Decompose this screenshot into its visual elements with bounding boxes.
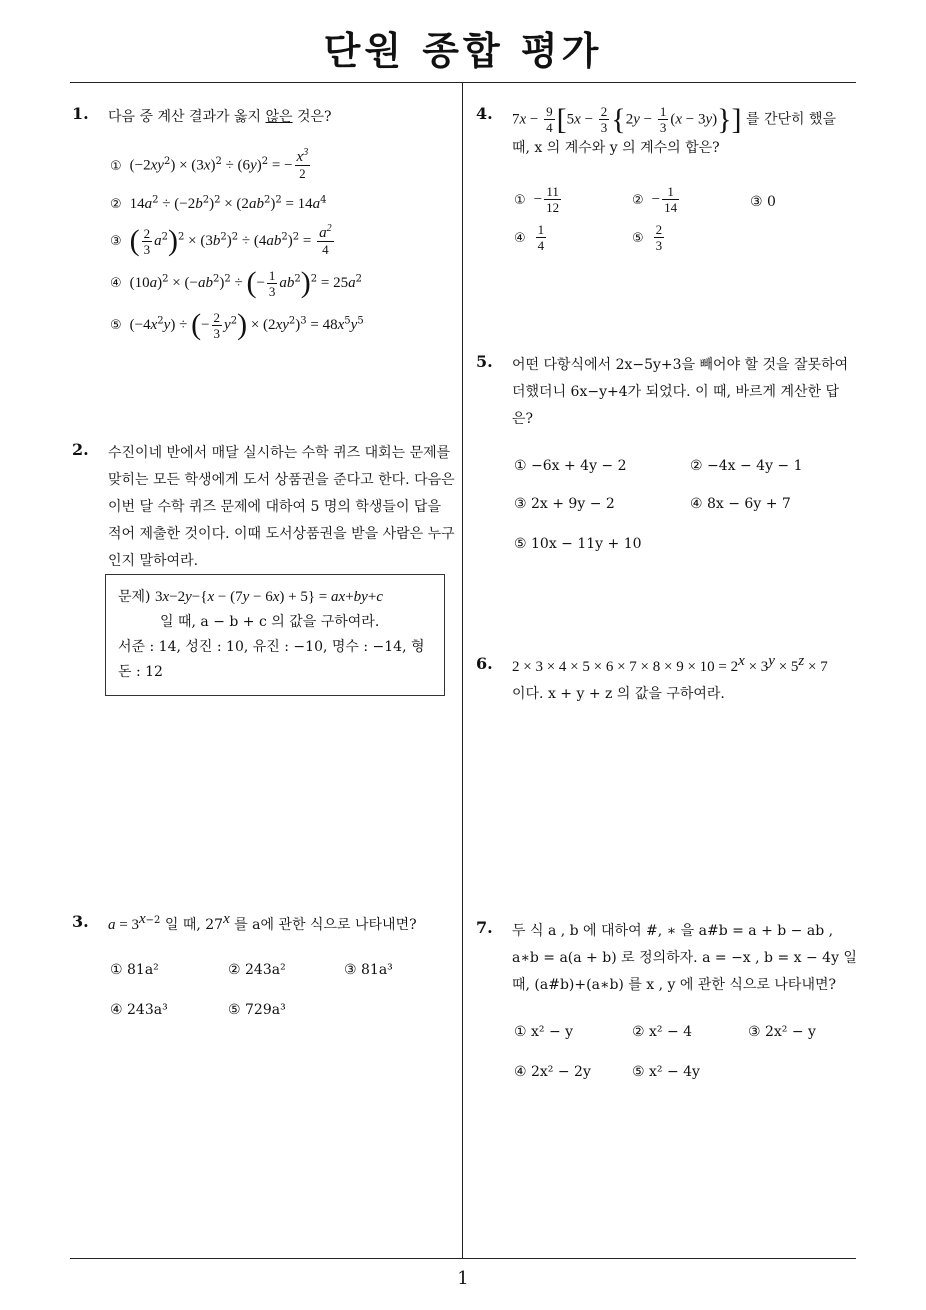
- problem-5: [476, 352, 860, 433]
- footer-divider: [70, 1258, 856, 1259]
- problem-number: 2.: [72, 440, 89, 459]
- problem-text: 7x − $\frac{9}{4}$ [5x − $\frac{2}{3}$ {2y − $\frac{1}{3}$ (x − 3y)}] 를 간단히 했을: [512, 103, 837, 136]
- problem-2: [72, 440, 458, 575]
- problem-box: 문제) 3x−2y−{x − (7y − 6x) + 5} = ax+by+c 일 때, a − b + c 의 값을 구하여라. 서준 : 14, 성진 : 10, 유진 : −10, 명수 : −14, 형돈 : 12: [105, 574, 445, 696]
- problem-number: 4.: [476, 104, 493, 123]
- choice-5[interactable]: ⑤ $(-4x^2y)$ ÷ (− $\frac{2}{3}$ $y^2) \times (2xy^2)^3 = 48x^5y^5$: [110, 308, 364, 341]
- choice-4[interactable]: ④ $(10a)^2 \times (-ab^2)^2$ ÷ (− $\frac{1}{3}$ $ab^2)^2 = 25a^2$: [110, 266, 362, 299]
- page-number: 1: [457, 1268, 469, 1289]
- choice-5[interactable]: ⑤ $\frac{2}{3}$: [632, 222, 663, 253]
- choice-3[interactable]: ③ 2x² − y: [748, 1024, 816, 1040]
- problem-text: $2 \times 3 \times 4 \times 5 \times 6 \times 7 \times 8 \times 9 \times 10 = 2^x \times 3^y \times 5^z \times 7$: [512, 653, 828, 675]
- choice-4[interactable]: ④ $\frac{1}{4}$: [514, 222, 545, 253]
- column-divider: [462, 83, 463, 1259]
- choice-5[interactable]: ⑤ x² − 4y: [632, 1064, 700, 1080]
- choice-1[interactable]: ① − $\frac{11}{12}$: [514, 184, 560, 215]
- problem-number: 3.: [72, 912, 89, 931]
- choice-3[interactable]: ③ 2x + 9y − 2: [514, 496, 615, 512]
- box-condition: 일 때, a − b + c 의 값을 구하여라.: [160, 614, 380, 630]
- page-title: 단원 종합 평가: [323, 29, 603, 73]
- problem-7: [476, 918, 860, 999]
- choice-2[interactable]: ② − $\frac{1}{14}$: [632, 184, 678, 215]
- choice-1[interactable]: ① −6x + 4y − 2: [514, 458, 627, 474]
- problem-text: 두 식 a , b 에 대하여 #, ∗ 을 a#b = a + b − ab , a∗b = a(a + b) 로 정의하자. a = −x , b = x − 4y 일 때, (a#b)+(a∗b) 를 x , y 에 관한 식으로 나타내면?: [512, 923, 857, 993]
- choice-2[interactable]: ② −4x − 4y − 1: [690, 458, 803, 474]
- choice-3[interactable]: ③ 0: [750, 194, 776, 210]
- choice-4[interactable]: ④ 8x − 6y + 7: [690, 496, 791, 512]
- problem-text: $a = 3^{x-2}$ 일 때, 27$^x$ 를 a에 관한 식으로 나타내면?: [108, 911, 417, 933]
- choice-3[interactable]: ③ ( $\frac{2}{3}$ $a^2)^2 \times (3b^2)^2 \div (4ab^2)^2$ = $\frac{a^2}{4}$: [110, 222, 332, 257]
- choice-5[interactable]: ⑤ 729a³: [228, 1002, 286, 1018]
- problem-4: 4. 7x − $\frac{9}{4}$ [5x − $\frac{2}{3}$ {2y − $\frac{1}{3}$ (x − 3y)}] 를 간단히 했을 때, x 의 계수와 y 의 계수의 합은?: [476, 104, 860, 162]
- choice-4[interactable]: ④ 2x² − 2y: [514, 1064, 591, 1080]
- problem-3: [72, 912, 458, 939]
- choice-4[interactable]: ④ 243a³: [110, 1002, 168, 1018]
- problem-number: 1.: [72, 104, 89, 123]
- problem-1: [72, 104, 457, 131]
- choice-1[interactable]: ① 81a²: [110, 962, 159, 978]
- box-answers: 서준 : 14, 성진 : 10, 유진 : −10, 명수 : −14, 형돈 : 12: [118, 639, 425, 680]
- problem-number: 7.: [476, 918, 493, 937]
- choice-2[interactable]: ② $14a^2 \div (-2b^2)^2 \times (2ab^2)^2 = 14a^4$: [110, 194, 327, 212]
- choice-3[interactable]: ③ 81a³: [344, 962, 393, 978]
- choice-1[interactable]: ① $(-2xy^2) \times (3x)^2 \div (6y)^2$ = − $\frac{x^3}{2}$: [110, 147, 309, 181]
- problem-text: 수진이네 반에서 매달 실시하는 수학 퀴즈 대회는 문제를 맞히는 모든 학생에게 도서 상품권을 준다고 한다. 다음은 이번 달 수학 퀴즈 문제에 대하여 5 명의 학생들이 답을 적어 제출한 것이다. 이때 도서상품권을 받을 사람은 누구인지 말하여라.: [108, 445, 455, 569]
- header-divider: [70, 82, 856, 83]
- problem-6: 6. $2 \times 3 \times 4 \times 5 \times 6 \times 7 \times 8 \times 9 \times 10 = 2^x \times 3^y \times 5^z \times 7$ 이다. x + y + z 의 값을 구하여라.: [476, 654, 860, 708]
- problem-number: 5.: [476, 352, 493, 371]
- problem-text: 어떤 다항식에서 2x−5y+3을 빼어야 할 것을 잘못하여 더했더니 6x−y+4가 되었다. 이 때, 바르게 계산한 답은?: [512, 357, 849, 427]
- choice-2[interactable]: ② x² − 4: [632, 1024, 693, 1040]
- problem-text: 다음 중 계산 결과가 옳지 않은 것은?: [108, 109, 332, 125]
- problem-number: 6.: [476, 654, 493, 673]
- choice-5[interactable]: ⑤ 10x − 11y + 10: [514, 536, 642, 552]
- choice-1[interactable]: ① x² − y: [514, 1024, 574, 1040]
- choice-2[interactable]: ② 243a²: [228, 962, 286, 978]
